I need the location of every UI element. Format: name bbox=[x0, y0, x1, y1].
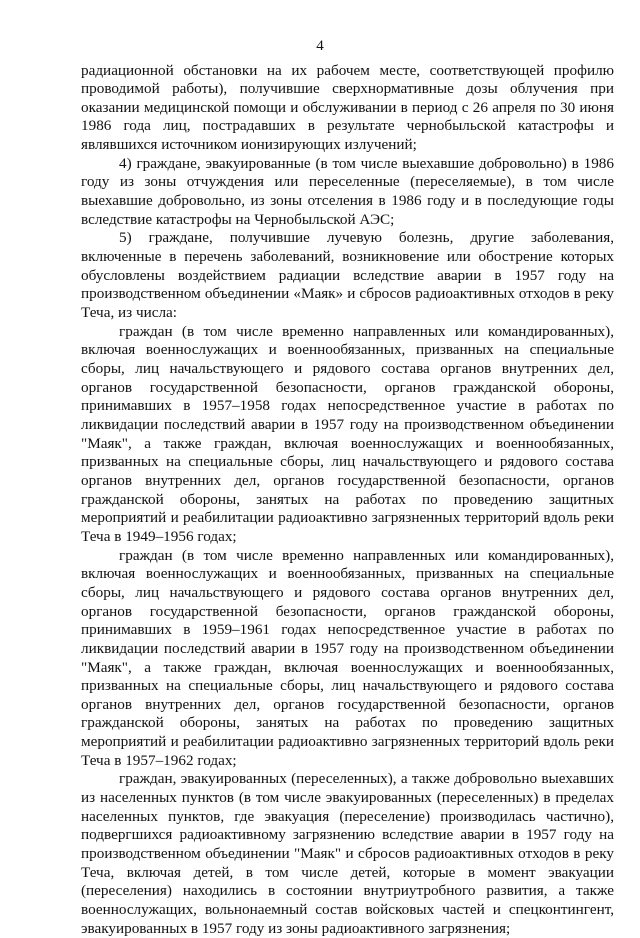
page-number: 4 bbox=[0, 37, 640, 55]
paragraph-subitem-2: граждан (в том числе временно направленных или командированных), включая военнослужащих и военнообязанных, призванных на специальные сборы, лиц начальствующего и рядового состава органов внутренних дел, органов государственной безопасности, органов гражданской обороны, принимавших в 1959–1961 годах непосредственное участие в работах по ликвидации последствий аварии в 1957 году на производственном объединении "Маяк", а также граждан, включая военнослужащих и военнообязанных, призванных на специальные сборы, лиц начальствующего и рядового состава органов внутренних дел, органов государственной безопасности, органов гражданской обороны, занятых на работах по проведению защитных мероприятий и реабилитации радиоактивно загрязненных территорий вдоль реки Теча в 1957–1962 годах; bbox=[81, 547, 614, 771]
document-body bbox=[81, 62, 614, 938]
paragraph-continuation: радиационной обстановки на их рабочем месте, соответствующей профилю проводимой работы), получившие сверхнормативные дозы облучения при оказании медицинской помощи и обслуживании в период с 26 апреля по 30 июня 1986 года лиц, пострадавших в результате чернобыльской катастрофы и являвшихся источником ионизирующих излучений; bbox=[81, 62, 614, 155]
paragraph-item-4: 4) граждане, эвакуированные (в том числе выехавшие добровольно) в 1986 году из зоны отчуждения или переселенные (переселяемые), в том числе выехавшие добровольно, из зоны отселения в 1986 году и в последующие годы вследствие катастрофы на Чернобыльской АЭС; bbox=[81, 155, 614, 230]
paragraph-subitem-3: граждан, эвакуированных (переселенных), а также добровольно выехавших из населенных пунктов (в том числе эвакуированных (переселенных) в пределах населенных пунктов, где эвакуация (переселение) производилась частично), подвергшихся радиоактивному загрязнению вследствие аварии в 1957 году на производственном объединении "Маяк" и сбросов радиоактивных отходов в реку Теча, включая детей, в том числе детей, которые в момент эвакуации (переселения) находились в состоянии внутриутробного развития, а также военнослужащих, вольнонаемный состав войсковых частей и спецконтингент, эвакуированных в 1957 году из зоны радиоактивного загрязнения; bbox=[81, 770, 614, 938]
paragraph-subitem-1: граждан (в том числе временно направленных или командированных), включая военнослужащих и военнообязанных, призванных на специальные сборы, лиц начальствующего и рядового состава органов внутренних дел, органов государственной безопасности, органов гражданской обороны, принимавших в 1957–1958 годах непосредственное участие в работах по ликвидации последствий аварии в 1957 году на производственном объединении "Маяк", а также граждан, включая военнослужащих и военнообязанных, призванных на специальные сборы, лиц начальствующего и рядового состава органов внутренних дел, органов государственной безопасности, органов гражданской обороны, занятых на работах по проведению защитных мероприятий и реабилитации радиоактивно загрязненных территорий вдоль реки Теча в 1949–1956 годах; bbox=[81, 323, 614, 547]
paragraph-item-5: 5) граждане, получившие лучевую болезнь, другие заболевания, включенные в перечень заболеваний, возникновение или обострение которых обусловлены воздействием радиации вследствие аварии в 1957 году на производственном объединении «Маяк» и сбросов радиоактивных отходов в реку Теча, из числа: bbox=[81, 229, 614, 322]
